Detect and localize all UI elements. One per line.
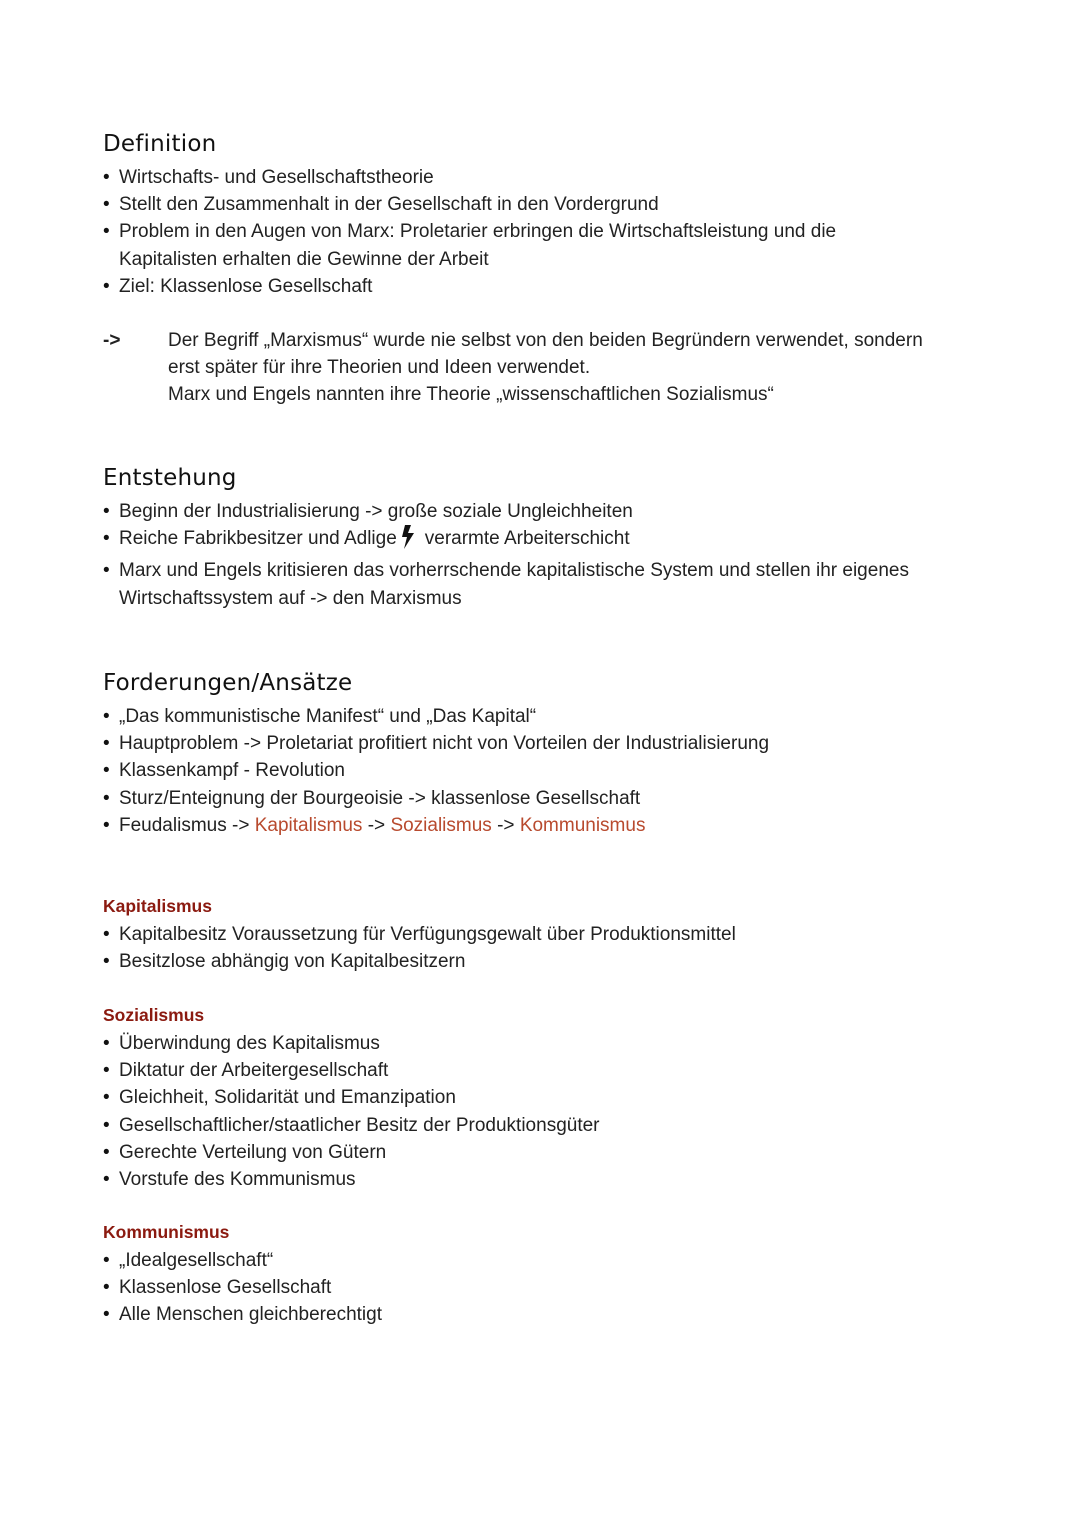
list-item: • Beginn der Industrialisierung -> große soziale Ungleichheiten <box>103 498 909 525</box>
list-item: • Überwindung des Kapitalismus <box>103 1030 600 1057</box>
note-body <box>168 327 923 409</box>
definition-note <box>103 327 1003 409</box>
list-item-text: Kapitalisten erhalten die Gewinne der Arbeit <box>119 248 489 270</box>
heading-sozialismus: Sozialismus <box>103 1005 205 1025</box>
note-line: Der Begriff „Marxismus“ wurde nie selbst von den beiden Begründern verwendet, sondern <box>168 330 923 351</box>
list-item <box>103 525 909 557</box>
sequence-stage-sozialismus: Sozialismus <box>390 814 492 836</box>
list-item: • Sturz/Enteignung der Bourgeoisie -> klassenlose Gesellschaft <box>103 785 769 812</box>
list-item: • Stellt den Zusammenhalt in der Gesellschaft in den Vordergrund <box>103 191 836 218</box>
kommunismus-list <box>103 1247 382 1329</box>
list-item: • Besitzlose abhängig von Kapitalbesitzern <box>103 948 736 975</box>
heading-definition: Definition <box>103 131 217 157</box>
sequence-stage-kapitalismus: Kapitalismus <box>254 814 363 836</box>
list-item-text: Wirtschaftssystem auf -> den Marxismus <box>119 587 462 609</box>
note-line: erst später für ihre Theorien und Ideen verwendet. <box>168 357 591 379</box>
sequence-separator: -> <box>232 814 250 836</box>
heading-kapitalismus: Kapitalismus <box>103 896 212 916</box>
list-item-sequence <box>103 812 769 839</box>
heading-kommunismus: Kommunismus <box>103 1222 230 1242</box>
list-item: • Gesellschaftlicher/staatlicher Besitz der Produktionsgüter <box>103 1112 600 1139</box>
list-item: • Kapitalbesitz Voraussetzung für Verfügungsgewalt über Produktionsmittel <box>103 921 736 948</box>
list-item-text: Reiche Fabrikbesitzer und Adlige <box>119 528 397 550</box>
list-item: • Wirtschafts- und Gesellschaftstheorie <box>103 164 836 191</box>
sequence-stage-kommunismus: Kommunismus <box>519 814 646 836</box>
lightning-bolt-icon <box>401 525 415 557</box>
kapitalismus-list <box>103 921 736 975</box>
sequence-separator: -> <box>367 814 386 836</box>
list-item: • Vorstufe des Kommunismus <box>103 1166 600 1193</box>
list-item: • Marx und Engels kritisieren das vorherrschende kapitalistische System und stellen ihr eigenes <box>103 557 909 584</box>
heading-forderungen: Forderungen/Ansätze <box>103 670 353 696</box>
list-item: • Problem in den Augen von Marx: Proletarier erbringen die Wirtschaftsleistung und die <box>103 218 836 245</box>
definition-list <box>103 164 836 300</box>
heading-entstehung: Entstehung <box>103 465 237 491</box>
sequence-separator: -> <box>497 814 515 836</box>
list-item: • Gleichheit, Solidarität und Emanzipation <box>103 1084 600 1111</box>
list-item: • Ziel: Klassenlose Gesellschaft <box>103 273 836 300</box>
list-item-continuation <box>103 585 909 612</box>
list-item: • Alle Menschen gleichberechtigt <box>103 1301 382 1328</box>
list-item: • Diktatur der Arbeitergesellschaft <box>103 1057 600 1084</box>
sozialismus-list <box>103 1030 600 1193</box>
list-item: • Gerechte Verteilung von Gütern <box>103 1139 600 1166</box>
sequence-start: Feudalismus <box>119 814 227 836</box>
list-item: • „Das kommunistische Manifest“ und „Das Kapital“ <box>103 703 769 730</box>
note-line: Marx und Engels nannten ihre Theorie „wissenschaftlichen Sozialismus“ <box>168 384 774 406</box>
list-item: • „Idealgesellschaft“ <box>103 1247 382 1274</box>
forderungen-list <box>103 703 769 839</box>
list-item: • Klassenkampf - Revolution <box>103 757 769 784</box>
list-item-text: verarmte Arbeiterschicht <box>424 528 630 550</box>
list-item: • Hauptproblem -> Proletariat profitiert nicht von Vorteilen der Industrialisierung <box>103 730 769 757</box>
entstehung-list <box>103 498 909 612</box>
list-item: • Klassenlose Gesellschaft <box>103 1274 382 1301</box>
list-item-continuation <box>103 246 836 273</box>
note-arrow: -> <box>103 330 121 351</box>
